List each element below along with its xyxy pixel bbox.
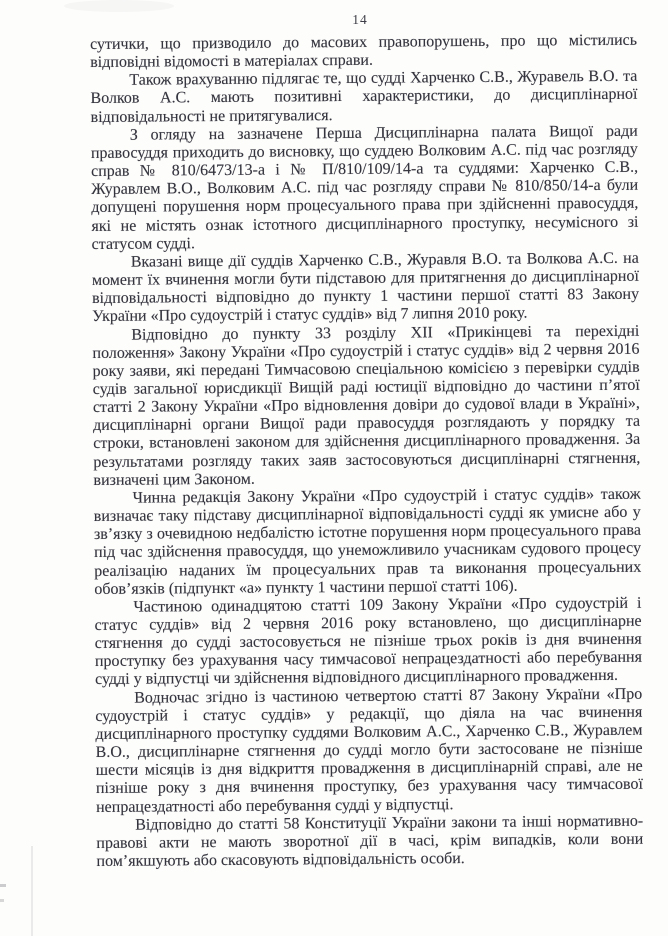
paragraph: З огляду на зазначене Перша Дисциплінарна палата Вищої ради правосуддя приходить до висновку, що суддею Волковим А.С. під час розгляду справ № 810/6473/13-а і № П/810/109/14-а та суддями: Харченко С.В., Журавлем В.О., Волковим А.С. під час розгляду справи № 810/850/14-а були допущені порушення норм процесуального права при здійсненні правосуддя, які не містять ознак істотного дисциплінарного проступку, несумісного зі статусом судді. <box>90 122 639 253</box>
paragraph: Також врахуванню підлягає те, що судді Харченко С.В., Журавель В.О. та Волков А.С. мають позитивні характеристики, до дисциплінарної відповідальності не притягувалися. <box>90 68 638 126</box>
scan-edge-mark <box>0 884 6 887</box>
paragraph: сутички, що призводило до масових правопорушень, про що містились відповідні відомості в матеріалах справи. <box>90 31 638 72</box>
paragraph: Вказані вище дії суддів Харченко С.В., Журавля В.О. та Волкова А.С. на момент їх вчинення могли бути підставою для притягнення до дисциплінарної відповідальності відповідно до пункту 1 частини першої статті 83 Закону України «Про судоустрій і статус суддів» від 7 липня 2010 року. <box>91 249 640 326</box>
paragraph: Водночас згідно із частиною четвертою статті 87 Закону України «Про судоустрій і статус суддів» у редакції, що діяла на час вчинення дисциплінарного проступку суддями Волковим А.С., Харченко С.В., Журавлем В.О., дисциплінарне стягнення до судді могло бути застосоване не пізніше шести місяців із дня відкриття провадження в дисциплінарній справі, але не пізніше року з дня вчинення проступку, без урахування часу тимчасової непрацездатності або перебування судді у відпустці. <box>95 685 643 816</box>
scan-edge-mark <box>0 899 4 902</box>
paragraph: Чинна редакція Закону України «Про судоустрій і статус суддів» також визначає таку підставу дисциплінарної відповідальності судді як умисне або у зв’язку з очевидною недбалістю істотне порушення норм процесуального права під час здійснення правосуддя, що унеможливило учасникам судового процесу реалізацію наданих їм процесуальних прав та виконання процесуальних обов’язків (підпункт «а» пункту 1 частини першої статті 106). <box>93 485 642 598</box>
page-number: 14 <box>352 12 368 27</box>
scan-streak <box>31 846 33 936</box>
paragraph: Відповідно до статті 58 Конституції України закони та інші нормативно-правові акти не мають зворотної дії в часі, крім випадків, коли вони пом’якшують або скасовують відповідальність особи. <box>96 812 644 871</box>
paragraph: Відповідно до пункту 33 розділу XII «Прикінцеві та перехідні положення» Закону України «Про судоустрій і статус суддів» від 2 червня 2016 року заяви, які передані Тимчасовою спеціальною комісією з перевірки суддів судів загальної юрисдикції Вищій раді юстиції відповідно до частини п’ятої статті 2 Закону України «Про відновлення довіри до судової влади в Україні», дисциплінарні органи Вищої ради правосуддя розглядають у порядку та строки, встановлені законом для здійснення дисциплінарного провадження. За результатами розгляду таких заяв застосовуються дисциплінарні стягнення, визначені цим Законом. <box>92 322 641 489</box>
paragraph: Частиною одинадцятою статті 109 Закону України «Про судоустрій і статус суддів» від 2 червня 2016 року встановлено, що дисциплінарне стягнення до судді застосовується не пізніше трьох років із дня вчинення проступку без урахування часу тимчасової непрацездатності або перебування судді у відпустці чи здійснення відповідного дисциплінарного провадження. <box>94 594 642 689</box>
document-text <box>90 32 644 871</box>
scan-smudge <box>64 0 174 12</box>
